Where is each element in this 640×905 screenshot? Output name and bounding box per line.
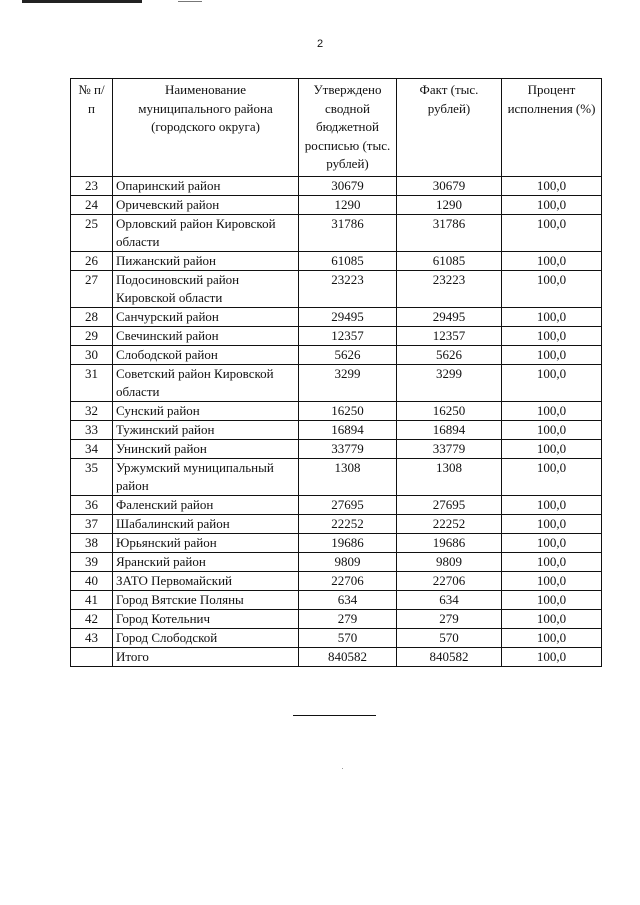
cell-num: 23 <box>71 176 113 195</box>
cell-percent: 100,0 <box>502 495 602 514</box>
cell-approved: 33779 <box>299 439 397 458</box>
cell-approved: 5626 <box>299 345 397 364</box>
table-row <box>71 590 602 609</box>
cell-fact: 279 <box>397 609 502 628</box>
cell-num: 37 <box>71 514 113 533</box>
cell-fact: 29495 <box>397 307 502 326</box>
table-body <box>71 176 602 666</box>
cell-name: Итого <box>113 647 299 666</box>
cell-name: Фаленский район <box>113 495 299 514</box>
cell-name: Город Вятские Поляны <box>113 590 299 609</box>
table-row <box>71 270 602 307</box>
cell-percent: 100,0 <box>502 270 602 307</box>
table-row <box>71 514 602 533</box>
cell-name: Свечинский район <box>113 326 299 345</box>
cell-percent: 100,0 <box>502 176 602 195</box>
cell-approved: 23223 <box>299 270 397 307</box>
cell-num: 29 <box>71 326 113 345</box>
cell-approved: 570 <box>299 628 397 647</box>
cell-approved: 61085 <box>299 251 397 270</box>
header-percent: Процент исполнения (%) <box>502 79 602 177</box>
cell-percent: 100,0 <box>502 628 602 647</box>
cell-fact: 570 <box>397 628 502 647</box>
cell-name: Тужинский район <box>113 420 299 439</box>
cell-approved: 22252 <box>299 514 397 533</box>
cell-num: 31 <box>71 364 113 401</box>
cell-num: 26 <box>71 251 113 270</box>
cell-fact: 33779 <box>397 439 502 458</box>
cell-num: 36 <box>71 495 113 514</box>
cell-num: 38 <box>71 533 113 552</box>
cell-percent: 100,0 <box>502 307 602 326</box>
cell-approved: 634 <box>299 590 397 609</box>
cell-approved: 12357 <box>299 326 397 345</box>
cell-approved: 16894 <box>299 420 397 439</box>
total-row <box>71 647 602 666</box>
table-row <box>71 251 602 270</box>
page-number: 2 <box>316 38 324 50</box>
cell-name: Советский район Кировской области <box>113 364 299 401</box>
cell-approved: 1308 <box>299 458 397 495</box>
cell-num: 42 <box>71 609 113 628</box>
cell-percent: 100,0 <box>502 609 602 628</box>
header-approved: Утверждено сводной бюджетной росписью (тыс. рублей) <box>299 79 397 177</box>
cell-num: 33 <box>71 420 113 439</box>
cell-fact: 16250 <box>397 401 502 420</box>
cell-num: 27 <box>71 270 113 307</box>
cell-num: 32 <box>71 401 113 420</box>
cell-percent: 100,0 <box>502 533 602 552</box>
cell-fact: 22706 <box>397 571 502 590</box>
cell-approved: 9809 <box>299 552 397 571</box>
table-row <box>71 458 602 495</box>
cell-fact: 31786 <box>397 214 502 251</box>
cell-approved: 31786 <box>299 214 397 251</box>
header-fact: Факт (тыс. рублей) <box>397 79 502 177</box>
scan-edge-mark-small <box>178 1 202 2</box>
cell-percent: 100,0 <box>502 571 602 590</box>
cell-approved: 16250 <box>299 401 397 420</box>
table-row <box>71 533 602 552</box>
header-row <box>71 79 602 177</box>
cell-percent: 100,0 <box>502 590 602 609</box>
cell-num: 34 <box>71 439 113 458</box>
cell-fact: 5626 <box>397 345 502 364</box>
cell-name: Оричевский район <box>113 195 299 214</box>
cell-num: 25 <box>71 214 113 251</box>
cell-percent: 100,0 <box>502 251 602 270</box>
cell-name: Город Слободской <box>113 628 299 647</box>
cell-name: Пижанский район <box>113 251 299 270</box>
cell-percent: 100,0 <box>502 458 602 495</box>
cell-name: Юрьянский район <box>113 533 299 552</box>
cell-fact: 23223 <box>397 270 502 307</box>
cell-name: Подосиновский район Кировской области <box>113 270 299 307</box>
cell-num: 30 <box>71 345 113 364</box>
cell-name: Уржумский муниципальный район <box>113 458 299 495</box>
cell-percent: 100,0 <box>502 552 602 571</box>
table-row <box>71 609 602 628</box>
table-row <box>71 495 602 514</box>
cell-fact: 1308 <box>397 458 502 495</box>
header-name: Наименование муниципального района (городского округа) <box>113 79 299 177</box>
table-row <box>71 552 602 571</box>
cell-num: 24 <box>71 195 113 214</box>
table-row <box>71 401 602 420</box>
end-rule <box>293 715 376 716</box>
table-row <box>71 307 602 326</box>
cell-approved: 30679 <box>299 176 397 195</box>
cell-name: Опаринский район <box>113 176 299 195</box>
cell-percent: 100,0 <box>502 214 602 251</box>
cell-fact: 19686 <box>397 533 502 552</box>
cell-percent: 100,0 <box>502 364 602 401</box>
cell-name: Сунский район <box>113 401 299 420</box>
cell-fact: 9809 <box>397 552 502 571</box>
cell-percent: 100,0 <box>502 345 602 364</box>
cell-percent: 100,0 <box>502 439 602 458</box>
cell-num: 41 <box>71 590 113 609</box>
cell-num <box>71 647 113 666</box>
cell-fact: 27695 <box>397 495 502 514</box>
cell-approved: 3299 <box>299 364 397 401</box>
cell-num: 40 <box>71 571 113 590</box>
cell-fact: 3299 <box>397 364 502 401</box>
cell-fact: 634 <box>397 590 502 609</box>
cell-fact: 22252 <box>397 514 502 533</box>
scan-speck <box>342 768 343 769</box>
cell-fact: 16894 <box>397 420 502 439</box>
table-row <box>71 345 602 364</box>
cell-fact: 61085 <box>397 251 502 270</box>
cell-name: Яранский район <box>113 552 299 571</box>
cell-percent: 100,0 <box>502 326 602 345</box>
cell-approved: 1290 <box>299 195 397 214</box>
cell-percent: 100,0 <box>502 647 602 666</box>
table-row <box>71 439 602 458</box>
table-row <box>71 326 602 345</box>
scan-edge-mark <box>22 0 142 3</box>
cell-fact: 1290 <box>397 195 502 214</box>
table-row <box>71 420 602 439</box>
table-header <box>71 79 602 177</box>
cell-name: Слободской район <box>113 345 299 364</box>
cell-fact: 30679 <box>397 176 502 195</box>
cell-name: Унинский район <box>113 439 299 458</box>
table-row <box>71 628 602 647</box>
header-num: № п/п <box>71 79 113 177</box>
cell-fact: 840582 <box>397 647 502 666</box>
budget-table <box>70 78 602 667</box>
cell-num: 28 <box>71 307 113 326</box>
cell-num: 35 <box>71 458 113 495</box>
cell-approved: 279 <box>299 609 397 628</box>
cell-name: Орловский район Кировской области <box>113 214 299 251</box>
cell-name: ЗАТО Первомайский <box>113 571 299 590</box>
cell-name: Санчурский район <box>113 307 299 326</box>
cell-percent: 100,0 <box>502 401 602 420</box>
cell-num: 39 <box>71 552 113 571</box>
table-row <box>71 571 602 590</box>
cell-percent: 100,0 <box>502 195 602 214</box>
cell-name: Город Котельнич <box>113 609 299 628</box>
cell-fact: 12357 <box>397 326 502 345</box>
cell-name: Шабалинский район <box>113 514 299 533</box>
cell-percent: 100,0 <box>502 514 602 533</box>
cell-approved: 840582 <box>299 647 397 666</box>
cell-percent: 100,0 <box>502 420 602 439</box>
cell-approved: 27695 <box>299 495 397 514</box>
cell-approved: 19686 <box>299 533 397 552</box>
cell-approved: 29495 <box>299 307 397 326</box>
table-row <box>71 176 602 195</box>
cell-num: 43 <box>71 628 113 647</box>
table-row <box>71 364 602 401</box>
cell-approved: 22706 <box>299 571 397 590</box>
table-row <box>71 214 602 251</box>
table-row <box>71 195 602 214</box>
